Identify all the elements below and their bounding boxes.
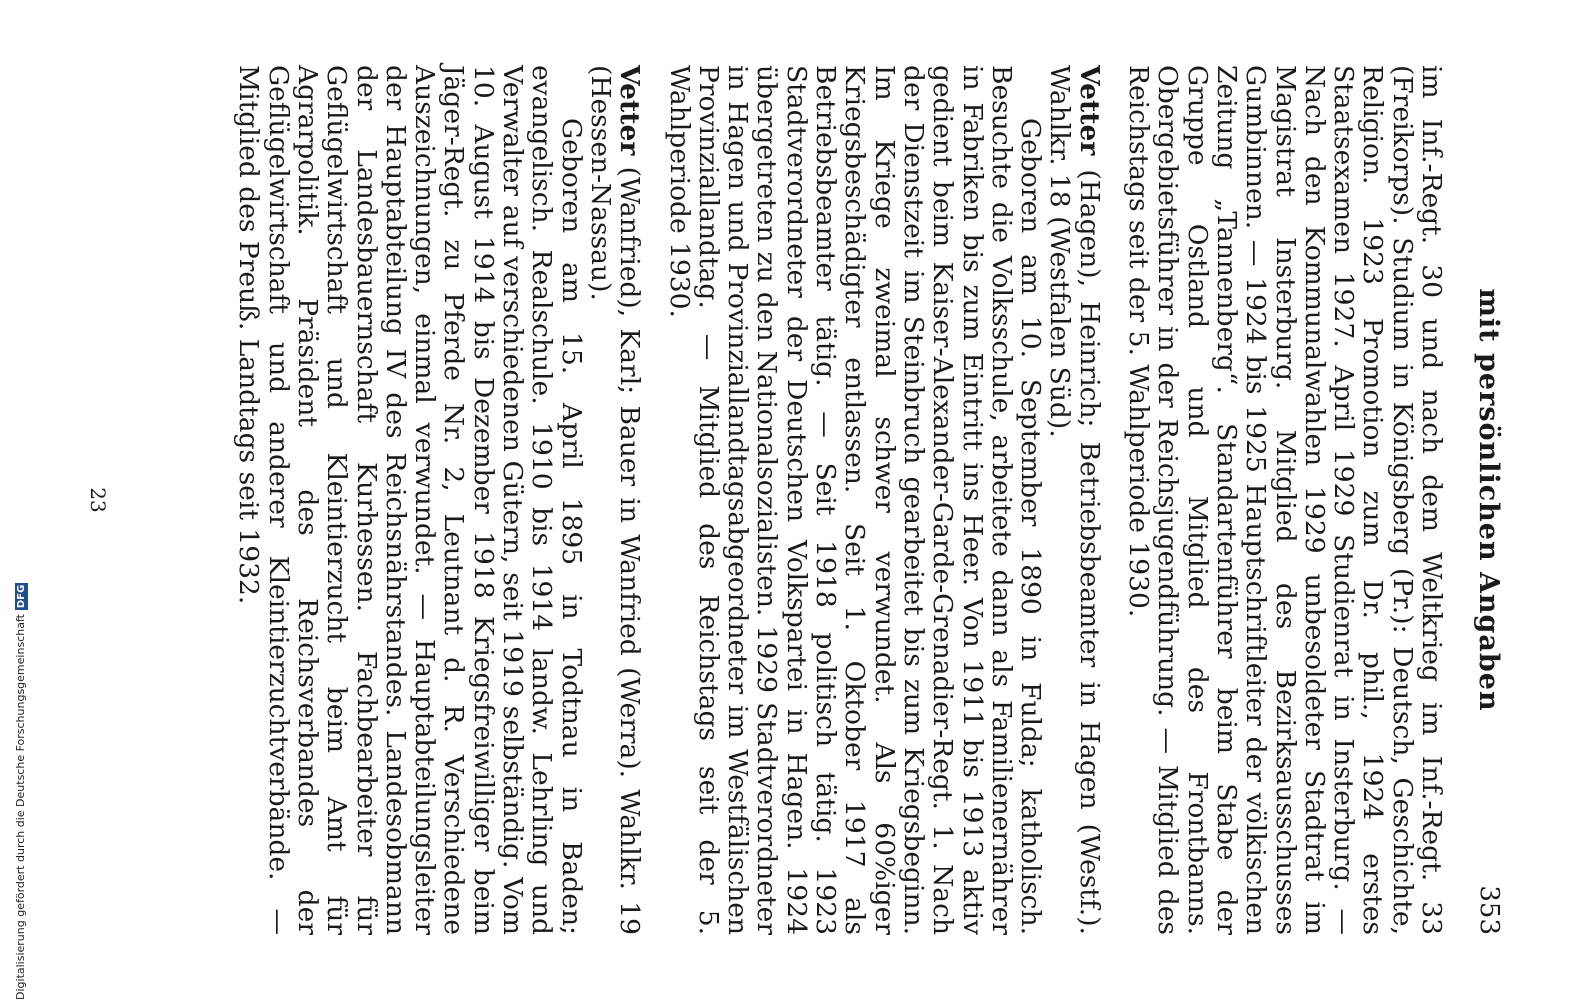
page-content [234,65,1446,935]
entry-heading-details: (Wanfried), Karl; Bauer in Wanfried (Werra). Wahlkr. 19 (Hessen-Nassau). [584,65,645,935]
continued-biography: im Inf.-Regt. 30 und nach dem Weltkrieg im Inf.-Regt. 33 (Freikorps). Studium in Königsberg (Pr.): Deutsch, Geschichte, Religion. 1923 Promotion zum Dr. phil., 1924 erstes Staatsexamen 1927. April 1929 Studienrat in Insterburg. — Nach den Kommunalwahlen 1929 unbesoldeter Stadtrat im Magistrat Insterburg. Mitglied des Bezirksausschusses Gumbinnen. — 1924 bis 1925 Hauptschriftleiter der völkischen Zeitung „Tannenberg“. Standartenführer beim Stabe der Gruppe Ostland und Mitglied des Frontbanns. Obergebietsführer in der Reichsjugendführung. — Mitglied des Reichstags seit der 5. Wahlperiode 1930. [1122,65,1447,935]
folio-number: 23 [85,487,110,513]
running-title: mit persönlichen Angaben [1472,288,1504,712]
biography-entry [234,65,644,935]
entry-name: Vetter [613,65,645,156]
entry-body: Geboren am 10. September 1890 in Fulda; katholisch. Besuchte die Volksschule, arbeitete dann als Familienernährer in Fabriken bis zum Eintritt ins Heer. Von 1911 bis 1913 aktiv gedient beim Kaiser-Alexander-Garde-Grenadier-Regt. 1. Nach der Dienstzeit im Steinbruch gearbeitet bis zum Kriegsbeginn. Im Kriege zweimal schwer verwundet. Als 60%iger Kriegsbeschädigter entlassen. Seit 1. Oktober 1917 als Betriebsbeamter tätig. — Seit 1918 politisch tätig. 1923 Stadtverordneter der Deutschen Volkspartei in Hagen. 1924 übergetreten zu den Nationalsozialisten. 1929 Stadtverordneter in Hagen und Provinziallandtagsabgeordneter im Westfälischen Provinziallandtag. — Mitglied des Reichstags seit der 5. Wahlperiode 1930. [663,65,1046,935]
page-number: 353 [1473,885,1504,935]
scan-credit [14,584,30,1000]
entry-heading [585,65,644,935]
entry-body: Geboren am 15. April 1895 in Todtnau in Baden; evangelisch. Realschule. 1910 bis 1914 landw. Lehrling und Verwalter auf verschiedenen Gütern, seit 1919 selbständig. Vom 10. August 1914 bis Dezember 1918 Kriegsfreiwilliger beim Jäger-Regt. zu Pferde Nr. 2, Leutnant d. R. Verschiedene Auszeichnungen, einmal verwundet. — Hauptabteilungsleiter der Hauptabteilung IV des Reichsnährstandes. Landesobmann der Landesbauernschaft Kurhessen. Fachbearbeiter für Geflügelwirtschaft und Kleintierzucht beim Amt für Agrarpolitik. Präsident des Reichsverbandes der Geflügelwirtschaft und anderer Kleintierzuchtverbände. — Mitglied des Preuß. Landtags seit 1932. [232,65,587,935]
rotated-book-page [56,5,1536,995]
entry-heading [1045,65,1104,935]
dfg-logo-icon: DFG [15,584,27,609]
entry-heading-details: (Hagen), Heinrich; Betriebsbeamter in Hagen (Westf.). Wahlkr. 18 (Westfalen Süd). [1043,65,1105,935]
running-head [1470,65,1504,935]
biography-entry [664,65,1103,935]
scan-credit-text: Digitalisierung gefördert durch die Deutsche Forschungsgemeinschaft [14,614,27,1000]
entry-name: Vetter [1073,65,1105,156]
